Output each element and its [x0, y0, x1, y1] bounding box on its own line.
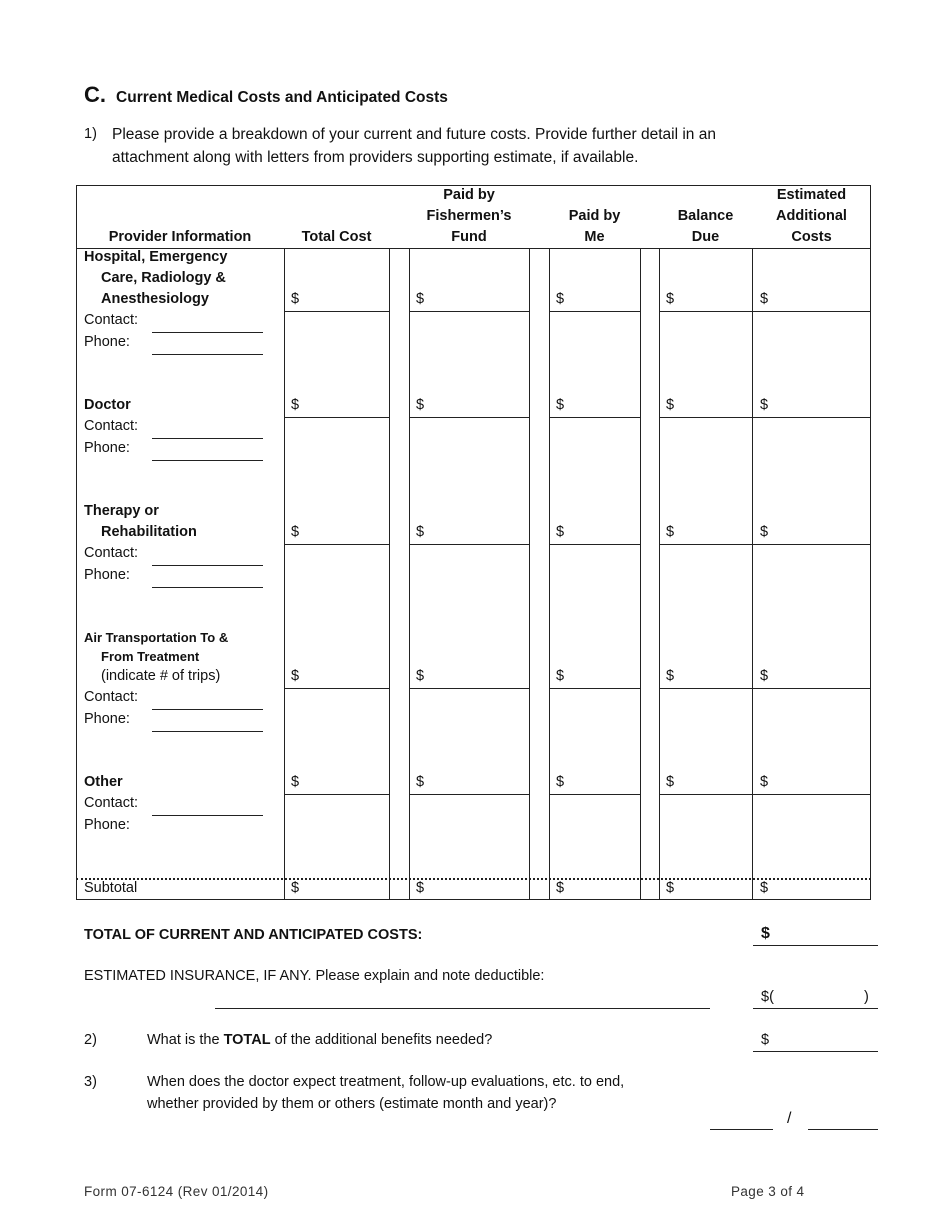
insurance-label: ESTIMATED INSURANCE, IF ANY. Please explain and note deductible:	[84, 968, 545, 984]
section-title: Current Medical Costs and Anticipated Costs	[116, 89, 448, 106]
header-total-cost: Total Cost	[301, 229, 372, 245]
row-line	[549, 311, 640, 312]
doctor-total-cost[interactable]: $	[291, 397, 300, 413]
insurance-close: )	[864, 989, 869, 1005]
row-line	[659, 417, 752, 418]
therapy-total-cost[interactable]: $	[291, 524, 300, 540]
other-estimated[interactable]: $	[760, 774, 769, 790]
row-line	[549, 688, 640, 689]
doctor-phone-label: Phone:	[84, 440, 130, 456]
subtotal-estimated[interactable]: $	[760, 880, 769, 896]
other-paid-me[interactable]: $	[556, 774, 565, 790]
row-line	[409, 544, 529, 545]
therapy-phone-field[interactable]	[152, 587, 263, 588]
row-line	[752, 311, 871, 312]
question-2-amount-field[interactable]	[753, 1051, 878, 1052]
subtotal-paid-fund[interactable]: $	[416, 880, 425, 896]
therapy-contact-field[interactable]	[152, 565, 263, 566]
row-line	[409, 417, 529, 418]
row-line	[752, 688, 871, 689]
total-costs-field[interactable]	[753, 945, 878, 946]
doctor-paid-me[interactable]: $	[556, 397, 565, 413]
doctor-estimated[interactable]: $	[760, 397, 769, 413]
header-balance-due	[659, 206, 752, 248]
therapy-label-1: Therapy or	[84, 503, 159, 519]
row-line	[284, 794, 389, 795]
air-label-3: (indicate # of trips)	[101, 668, 221, 684]
subtotal-balance-due[interactable]: $	[666, 880, 675, 896]
other-contact-field[interactable]	[152, 815, 263, 816]
hospital-phone-field[interactable]	[152, 354, 263, 355]
header-provider: Provider Information	[108, 229, 252, 245]
air-estimated[interactable]: $	[760, 668, 769, 684]
header-balance-2: Due	[691, 229, 720, 245]
doctor-phone-field[interactable]	[152, 460, 263, 461]
hospital-label-1: Hospital, Emergency	[84, 249, 228, 265]
air-label-2: From Treatment	[101, 649, 200, 664]
row-line	[284, 417, 389, 418]
form-number: Form 07-6124 (Rev 01/2014)	[84, 1184, 269, 1199]
other-phone-label: Phone:	[84, 817, 130, 833]
air-contact-field[interactable]	[152, 709, 263, 710]
hospital-paid-fund[interactable]: $	[416, 291, 425, 307]
row-line	[659, 544, 752, 545]
other-paid-fund[interactable]: $	[416, 774, 425, 790]
question-3-line-1: When does the doctor expect treatment, follow-up evaluations, etc. to end,	[147, 1074, 625, 1090]
col-line	[659, 248, 660, 900]
other-contact-label: Contact:	[84, 795, 138, 811]
hospital-contact-label: Contact:	[84, 312, 138, 328]
question-3-line-2: whether provided by them or others (estimate month and year)?	[147, 1096, 557, 1112]
question-1-line-1: Please provide a breakdown of your current and future costs. Provide further detail in an	[112, 126, 716, 143]
other-total-cost[interactable]: $	[291, 774, 300, 790]
row-line	[549, 794, 640, 795]
hospital-estimated[interactable]: $	[760, 291, 769, 307]
therapy-contact-label: Contact:	[84, 545, 138, 561]
row-line	[409, 794, 529, 795]
question-3-number: 3)	[84, 1074, 97, 1090]
therapy-paid-me[interactable]: $	[556, 524, 565, 540]
row-line	[409, 688, 529, 689]
question-1-number: 1)	[84, 126, 97, 142]
hospital-phone-label: Phone:	[84, 334, 130, 350]
header-paid-fund-3: Fund	[451, 229, 487, 245]
col-line	[529, 248, 530, 900]
row-line	[549, 544, 640, 545]
doctor-paid-fund[interactable]: $	[416, 397, 425, 413]
hospital-label-3: Anesthesiology	[101, 291, 209, 307]
section-letter: C.	[84, 82, 106, 107]
insurance-amount-field[interactable]	[753, 1008, 878, 1009]
row-line	[549, 417, 640, 418]
question-2-text-before: What is the	[147, 1032, 224, 1048]
col-line	[284, 248, 285, 900]
question-2-number: 2)	[84, 1032, 97, 1048]
hospital-total-cost[interactable]: $	[291, 291, 300, 307]
header-estimated-3: Costs	[791, 229, 832, 245]
therapy-label-2: Rehabilitation	[101, 524, 197, 540]
row-line	[409, 311, 529, 312]
air-total-cost[interactable]: $	[291, 668, 300, 684]
therapy-balance-due[interactable]: $	[666, 524, 675, 540]
col-line	[752, 248, 753, 900]
air-phone-field[interactable]	[152, 731, 263, 732]
header-balance-1: Balance	[677, 208, 734, 224]
air-label-1: Air Transportation To &	[84, 630, 229, 645]
header-estimated-costs	[752, 185, 871, 248]
date-slash: /	[787, 1110, 792, 1127]
header-estimated-2: Additional	[776, 208, 847, 224]
header-paid-fund-1: Paid by	[443, 187, 495, 203]
col-line	[549, 248, 550, 900]
total-costs-dollar: $	[761, 925, 770, 942]
row-line	[752, 794, 871, 795]
question-2-text-after: of the additional benefits needed?	[270, 1032, 493, 1048]
question-2-text-bold: TOTAL	[223, 1032, 271, 1048]
subtotal-paid-me[interactable]: $	[556, 880, 565, 896]
insurance-open: $(	[761, 989, 774, 1005]
other-label: Other	[84, 774, 123, 790]
therapy-paid-fund[interactable]: $	[416, 524, 425, 540]
row-line	[752, 417, 871, 418]
air-paid-me[interactable]: $	[556, 668, 565, 684]
header-paid-me-1: Paid by	[568, 208, 621, 224]
hospital-balance-due[interactable]: $	[666, 291, 675, 307]
col-line	[640, 248, 641, 900]
page-number: Page 3 of 4	[731, 1184, 805, 1199]
doctor-balance-due[interactable]: $	[666, 397, 675, 413]
hospital-label-2: Care, Radiology &	[101, 270, 226, 286]
doctor-contact-label: Contact:	[84, 418, 138, 434]
air-contact-label: Contact:	[84, 689, 138, 705]
question-2-dollar: $	[761, 1032, 770, 1048]
section-heading	[84, 82, 448, 108]
air-paid-fund[interactable]: $	[416, 668, 425, 684]
row-line	[752, 544, 871, 545]
row-line	[284, 311, 389, 312]
doctor-contact-field[interactable]	[152, 438, 263, 439]
header-estimated-1: Estimated	[776, 187, 847, 203]
row-line	[284, 688, 389, 689]
question-1-line-2: attachment along with letters from providers supporting estimate, if available.	[112, 149, 639, 166]
subtotal-total-cost[interactable]: $	[291, 880, 300, 896]
air-phone-label: Phone:	[84, 711, 130, 727]
header-paid-me-2: Me	[584, 229, 605, 245]
header-paid-fund-2: Fishermen’s	[426, 208, 512, 224]
other-balance-due[interactable]: $	[666, 774, 675, 790]
row-line	[659, 794, 752, 795]
question-2-text	[147, 1032, 492, 1048]
end-month-field[interactable]	[710, 1129, 773, 1130]
hospital-contact-field[interactable]	[152, 332, 263, 333]
col-line	[389, 248, 390, 900]
header-paid-me	[549, 206, 640, 248]
subtotal-divider	[76, 878, 871, 880]
row-line	[284, 544, 389, 545]
header-paid-fund	[409, 185, 529, 248]
air-balance-due[interactable]: $	[666, 668, 675, 684]
insurance-explanation-field[interactable]	[215, 1008, 710, 1009]
therapy-estimated[interactable]: $	[760, 524, 769, 540]
end-year-field[interactable]	[808, 1129, 878, 1130]
row-line	[659, 311, 752, 312]
col-line	[409, 248, 410, 900]
therapy-phone-label: Phone:	[84, 567, 130, 583]
subtotal-label: Subtotal	[84, 880, 138, 896]
row-line	[659, 688, 752, 689]
total-costs-label: TOTAL OF CURRENT AND ANTICIPATED COSTS:	[84, 927, 423, 943]
hospital-paid-me[interactable]: $	[556, 291, 565, 307]
doctor-label: Doctor	[84, 397, 131, 413]
